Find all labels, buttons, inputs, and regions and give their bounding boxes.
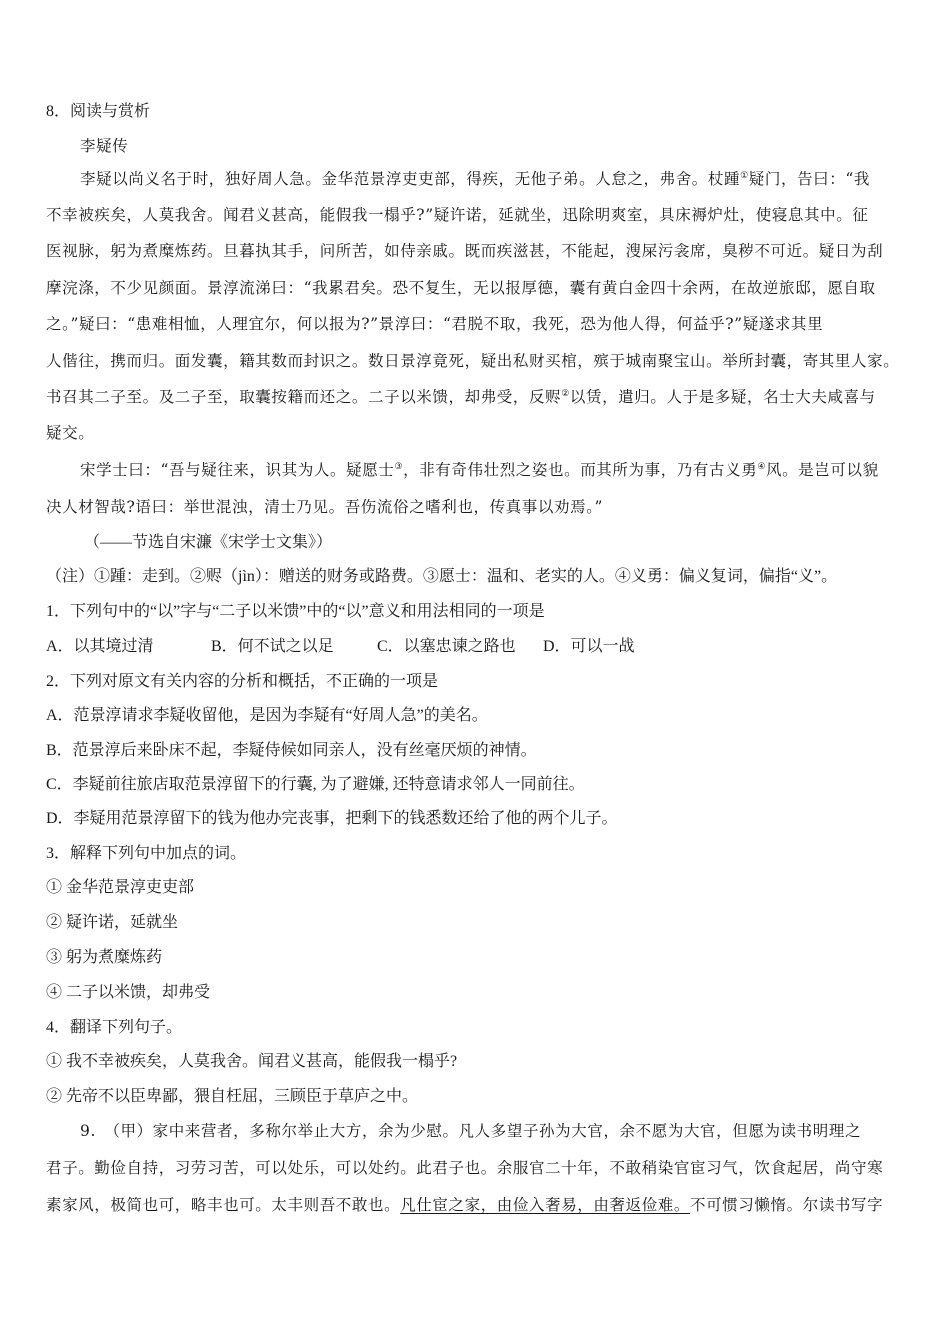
- passage-line-4: 摩浣涤，不少见颜面。景淳流涕曰：“我累君矣。恐不复生，无以报厚德，囊有黄白金四十余两，在故逆旅邸，愿自取: [46, 279, 876, 297]
- passage-title: 李疑传: [80, 137, 129, 155]
- list-item: ④ 二子以米馈，却弗受: [46, 984, 211, 1001]
- passage-line-2: 不幸被疾矣，人莫我舍。闻君义甚高，能假我一榻乎?”疑许诺，延就坐，迅除明爽室，具床褥炉灶，使寝息其中。征: [46, 206, 869, 224]
- footnote-marker: ①: [740, 170, 749, 181]
- sub-question-1-options: [46, 636, 904, 658]
- commentary-line-1: 宋学士曰：“吾与疑往来，识其为人。疑愿士③，非有奇伟壮烈之姿也。而其所为事，乃有古义勇④风。是岂可以貌: [80, 461, 879, 479]
- option-b[interactable]: B．何不试之以足: [211, 638, 334, 655]
- list-item: ② 疑许诺，延就坐: [46, 914, 179, 931]
- passage-line-3: 医视脉，躬为煮糜炼药。旦暮执其手，问所苦，如侍亲戚。既而疾滋甚，不能起，溲屎污衾席，臭秽不可近。疑日为刮: [46, 242, 884, 260]
- commentary-line-2: 决人材智哉?语曰：举世混浊，清士乃见。吾伤流俗之嗜利也，传真事以劝焉。”: [46, 498, 604, 516]
- option-d[interactable]: D．可以一战: [543, 638, 635, 655]
- footnote-marker: ②: [561, 388, 570, 399]
- option-a[interactable]: A．以其境过清: [46, 638, 154, 655]
- sub-question-1-stem: 1．下列句中的“以”字与“二子以米馈”中的“以”意义和用法相同的一项是: [46, 603, 545, 620]
- option-c[interactable]: C．李疑前往旅店取范景淳留下的行囊, 为了避嫌, 还特意请求邻人一同前往。: [46, 776, 585, 793]
- question-8-title: 8．阅读与赏析: [46, 103, 151, 120]
- option-a[interactable]: A．范景淳请求李疑收留他，是因为李疑有“好周人急”的美名。: [46, 707, 488, 724]
- list-item: ③ 躬为煮糜炼药: [46, 949, 163, 966]
- footnote-marker: ④: [757, 461, 766, 472]
- option-b[interactable]: B．范景淳后来卧床不起，李疑侍候如同亲人，没有丝毫厌烦的神情。: [46, 742, 537, 759]
- annotations: （注）①踵：走到。②赆（jìn）：赠送的财务或路费。③愿士：温和、老实的人。④义勇：偏义复词，偏指“义”。: [46, 568, 838, 585]
- passage-line-5: 之。”疑曰：“患难相恤，人理宜尔，何以报为?”景淳曰：“君脱不取，我死，恐为他人得，何益乎?”疑遂求其里: [46, 315, 824, 333]
- underlined-sentence: 凡仕宦之家，由俭入奢易，由奢返俭难。: [400, 1196, 691, 1214]
- question-9-line-2: 君子。勤俭自持，习劳习苦，可以处乐，可以处约。此君子也。余服官二十年，不敢稍染官宦习气，饮食起居，尚守寒: [46, 1159, 884, 1177]
- list-item: ① 金华范景淳吏吏部: [46, 879, 195, 896]
- list-item: ① 我不幸被疾矣，人莫我舍。闻君义甚高，能假我一榻乎?: [46, 1053, 458, 1070]
- passage-line-8: 疑交。: [46, 424, 95, 442]
- passage-line-7: 书召其二子至。及二子至，取囊按籍而还之。二子以米馈，却弗受，反赆②以赁，遣归。人于是多疑，名士大夫咸喜与: [46, 388, 876, 406]
- option-d[interactable]: D．李疑用范景淳留下的钱为他办完丧事，把剩下的钱悉数还给了他的两个儿子。: [46, 810, 618, 827]
- passage-line-6: 人偕往，携而归。面发囊，籍其数而封识之。数日景淳竟死，疑出私财买棺，殡于城南聚宝山。举所封囊，寄其里人家。: [46, 352, 900, 370]
- passage-line-1: 李疑以尚义名于时，独好周人急。金华范景淳吏吏部，得疾，无他子弟。人怠之，弗舍。杖踵①疑门，告曰：“我: [80, 170, 871, 188]
- footnote-marker: ③: [394, 461, 404, 472]
- question-9-line-1: 9. （甲）家中来营者，多称尔举止大方，余为少慰。凡人多望子孙为大官，余不愿为大官，但愿为读书明理之: [80, 1122, 862, 1140]
- option-c[interactable]: C．以塞忠谏之路也: [377, 638, 516, 655]
- list-item: ② 先帝不以臣卑鄙，猥自枉屈，三顾臣于草庐之中。: [46, 1088, 419, 1105]
- source-citation: （——节选自宋濂《宋学士文集》）: [84, 534, 333, 551]
- sub-question-3-stem: 3．解释下列句中加点的词。: [46, 845, 247, 862]
- question-9-line-3: 素家风，极简也可，略丰也可。太丰则吾不敢也。凡仕宦之家，由俭入奢易，由奢返俭难。不可惯习懒惰。尔读书写字: [46, 1196, 884, 1214]
- sub-question-4-stem: 4．翻译下列句子。: [46, 1019, 183, 1036]
- sub-question-2-stem: 2．下列对原文有关内容的分析和概括，不正确的一项是: [46, 673, 439, 690]
